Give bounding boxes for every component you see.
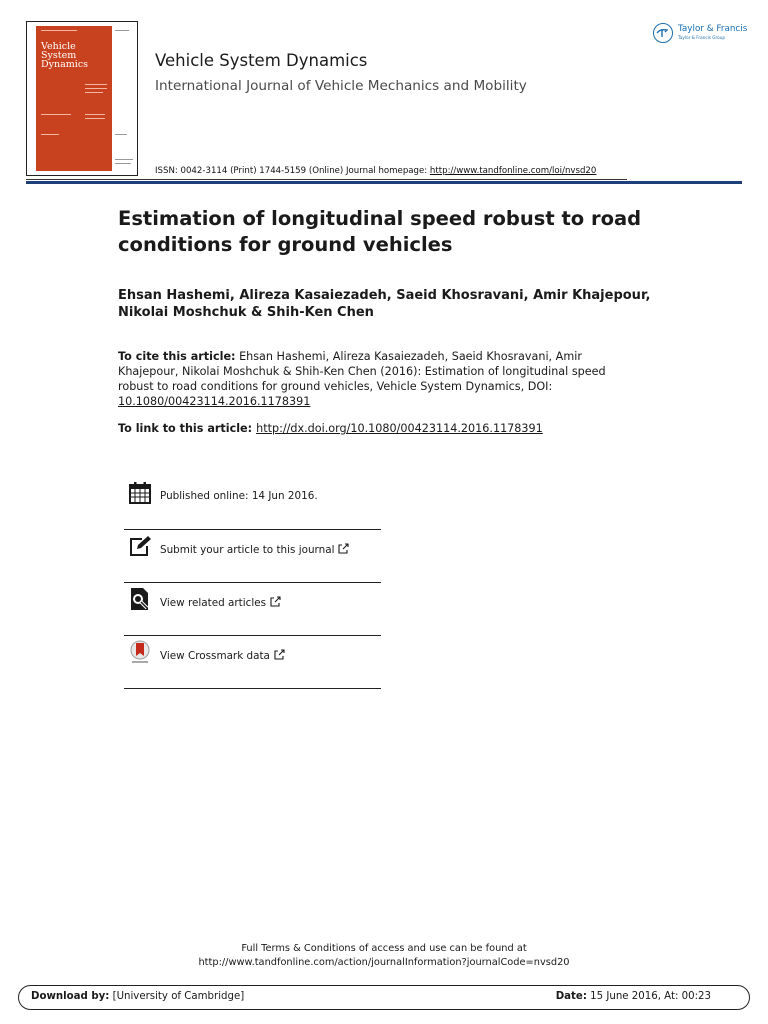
cover-decoration [115,163,131,164]
cover-decoration [115,30,129,31]
related-articles-label: View related articles [160,597,267,609]
article-title: Estimation of longitudinal speed robust to road conditions for ground vehicles [118,207,642,256]
citation-doi-link[interactable]: 10.1080/00423114.2016.1178391 [118,395,311,408]
published-online-label: Published online: 14 Jun 2016. [160,490,318,502]
related-articles-row[interactable] [124,583,381,636]
related-articles-link[interactable] [160,596,281,609]
citation-label: To cite this article: [118,350,236,363]
issn-text: ISSN: 0042-3114 (Print) 1744-5159 (Online) Journal homepage: [155,166,428,176]
crossmark-label: View Crossmark data [160,650,270,662]
edit-icon [128,534,152,558]
cover-side-panel [113,26,135,171]
external-link-icon [338,543,349,554]
cover-decoration [41,30,77,31]
citation-block [118,349,608,409]
article-authors: Ehsan Hashemi, Alireza Kasaiezadeh, Saeid Khosravani, Amir Khajepour, Nikolai Moshchuk & Shih-Ken Chen [118,288,651,320]
download-by [31,991,244,1002]
external-link-icon [270,596,281,607]
header-rule [26,181,742,184]
publisher-group: Taylor & Francis Group [678,35,726,40]
search-document-icon [128,587,152,611]
cover-decoration [115,159,133,160]
cover-decoration [85,92,103,93]
terms-url[interactable]: http://www.tandfonline.com/action/journalInformation?journalCode=nvsd20 [198,957,570,968]
calendar-icon [128,481,152,505]
citation-text: Ehsan Hashemi, Alireza Kasaiezadeh, Saeid Khosravani, Amir Khajepour, Nikolai Moshchuk & Shih-Ken Chen (2016): Estimation of longitudinal speed robust to road conditions for ground vehicles, Vehicle System Dynamics, DOI: [118,350,606,393]
cover-title-line: Vehicle [41,41,76,52]
journal-cover-thumbnail [26,21,138,176]
submit-article-link[interactable] [160,543,349,556]
link-label: To link to this article: [118,422,253,435]
article-doi-link[interactable]: http://dx.doi.org/10.1080/00423114.2016.1178391 [256,422,543,435]
cover-decoration [41,114,71,115]
publisher-name: Taylor & Francis [678,24,748,34]
download-institution: [University of Cambridge] [112,991,245,1002]
issn-line [155,166,596,176]
crossmark-row[interactable] [124,636,381,689]
taylor-francis-logo-icon [653,23,673,43]
article-link-line [118,421,638,436]
download-date [556,991,711,1002]
external-link-icon [274,649,285,660]
submit-article-row[interactable] [124,530,381,583]
cover-title-line: System [41,50,77,61]
terms-line: Full Terms & Conditions of access and use can be found at [241,943,527,954]
date-label: Date: [555,991,587,1002]
crossmark-icon [128,640,152,664]
journal-title: Vehicle System Dynamics [155,51,368,70]
row-divider [124,688,381,689]
header-divider [26,179,627,180]
cover-decoration [85,84,107,85]
cover-decoration [85,88,107,89]
cover-decoration [41,134,59,135]
cover-title-line: Dynamics [41,59,89,70]
date-value: 15 June 2016, At: 00:23 [590,991,711,1002]
journal-homepage-link[interactable]: http://www.tandfonline.com/loi/nvsd20 [429,166,597,176]
cover-title [41,42,111,69]
cover-decoration [85,114,105,115]
download-info-bar [18,985,750,1010]
cover-decoration [115,134,127,135]
published-online-row [124,477,381,530]
terms-notice [0,942,768,970]
submit-article-label: Submit your article to this journal [160,544,335,556]
crossmark-link[interactable] [160,649,285,662]
download-label: Download by: [31,991,110,1002]
journal-subtitle: International Journal of Vehicle Mechanics and Mobility [155,78,527,94]
cover-decoration [85,118,105,119]
